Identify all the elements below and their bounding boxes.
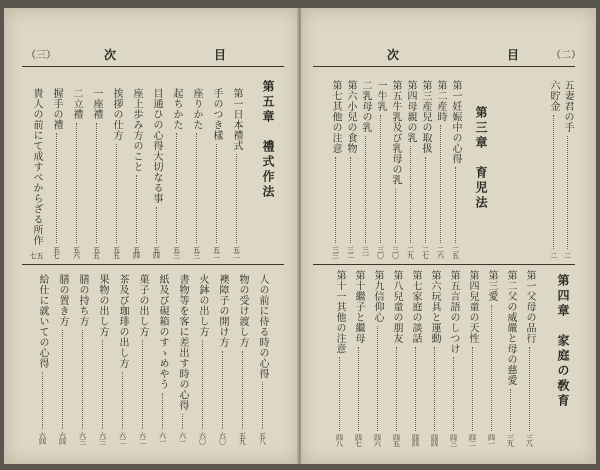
toc-entry xyxy=(116,274,128,444)
toc-leader-dots xyxy=(395,188,396,243)
toc-entry-label: 第六小兒の食物 xyxy=(345,80,356,154)
right-header-rule xyxy=(313,66,575,67)
toc-entry xyxy=(156,274,168,444)
toc-entry-label: 書物等を客に差出す時の心得 xyxy=(177,274,188,411)
toc-entry-label: 座上歩み方のこと xyxy=(131,88,142,172)
toc-entry xyxy=(110,88,122,258)
toc-leader-dots xyxy=(377,326,378,432)
toc-entry-page: 六一 xyxy=(178,432,187,444)
toc-leader-dots xyxy=(56,133,57,243)
right-header-char-2: 目 xyxy=(507,48,520,62)
toc-entry-page: 三〇 xyxy=(391,246,400,258)
toc-entry-label: 第五牛乳及び乳母の乳 xyxy=(390,80,401,185)
toc-entry xyxy=(389,80,401,258)
toc-entry-page: 四七 xyxy=(354,434,363,446)
toc-leader-dots xyxy=(472,347,473,432)
toc-leader-dots xyxy=(453,357,454,431)
toc-entry xyxy=(504,270,516,446)
toc-entry-label: 第三愛 xyxy=(486,270,497,302)
toc-leader-dots xyxy=(196,133,197,243)
toc-entry-label: 第一日本禮式 xyxy=(231,88,242,151)
toc-entry xyxy=(76,274,88,444)
toc-leader-dots xyxy=(553,115,554,250)
book-spread xyxy=(4,8,596,464)
toc-leader-dots xyxy=(42,372,43,430)
toc-leader-dots xyxy=(425,157,426,244)
toc-entry xyxy=(428,270,440,446)
toc-entry-label: 一牛乳 xyxy=(375,80,386,112)
toc-leader-dots xyxy=(358,347,359,432)
toc-entry-page: 五二 xyxy=(212,246,221,258)
toc-entry xyxy=(404,80,416,258)
toc-entry xyxy=(449,80,461,258)
toc-leader-dots xyxy=(76,123,77,244)
toc-entry xyxy=(434,80,446,258)
toc-leader-dots xyxy=(216,144,217,244)
toc-entry-page: 二九 xyxy=(406,246,415,258)
toc-entry-page: 四二 xyxy=(468,434,477,446)
toc-entry xyxy=(70,88,82,258)
toc-leader-dots xyxy=(365,136,366,244)
toc-entry-label: 第一父母の品行 xyxy=(524,270,535,344)
toc-entry-label: 茶及び珈琲の出し方 xyxy=(117,274,128,369)
toc-entry-label: 膳の持ち方 xyxy=(77,274,88,327)
toc-leader-dots xyxy=(567,136,568,250)
toc-entry xyxy=(136,274,148,444)
toc-entry-page: 六二 xyxy=(138,432,147,444)
toc-entry-page: 五四 xyxy=(152,246,161,258)
toc-entry-page: 四五 xyxy=(392,434,401,446)
toc-entry-label: 第一妊娠中の心得 xyxy=(450,80,461,164)
toc-leader-dots xyxy=(102,340,103,429)
toc-entry xyxy=(90,88,102,258)
toc-entry-page: 六三 xyxy=(78,432,87,444)
toc-entry-label: 物の受け渡し方 xyxy=(237,274,248,348)
toc-entry-label: 第十一其他の注意 xyxy=(334,270,345,354)
toc-entry-page: 六四 xyxy=(58,432,67,444)
toc-entry-page: 五四 xyxy=(132,246,141,258)
toc-entry xyxy=(150,88,162,258)
toc-entry-page: 三〇 xyxy=(376,246,385,258)
toc-entry-page: 六四 xyxy=(38,432,47,444)
toc-entry-label: 第八兒童の朋友 xyxy=(391,270,402,344)
toc-entry-label: 起ちかた xyxy=(171,88,182,130)
toc-leader-dots xyxy=(410,146,411,243)
toc-entry xyxy=(523,270,535,446)
toc-entry-label: 第二父の威嚴と母の慈愛 xyxy=(505,270,516,386)
toc-entry-label: 紙及び硯箱のすゝめやう xyxy=(157,274,168,390)
toc-entry-label: 果物の出し方 xyxy=(97,274,108,337)
toc-leader-dots xyxy=(440,125,441,243)
right-header-char-1: 次 xyxy=(387,48,400,62)
toc-entry xyxy=(409,270,421,446)
toc-entry xyxy=(176,274,188,444)
toc-entry-page: 六二 xyxy=(118,432,127,444)
toc-entry-label: 火鉢の出し方 xyxy=(197,274,208,337)
toc-entry-page: 三二 xyxy=(346,246,355,258)
right-page-number: （二） xyxy=(551,50,581,61)
toc-entry-label: 第四兒童の天性 xyxy=(467,270,478,344)
toc-entry-page: 六三 xyxy=(98,432,107,444)
toc-entry-page: 三九 xyxy=(506,434,515,446)
toc-entry-page: 四六 xyxy=(373,434,382,446)
toc-entry-page: 五六 xyxy=(72,246,81,258)
toc-entry-page: 五二 xyxy=(232,246,241,258)
toc-leader-dots xyxy=(434,347,435,432)
toc-entry-page: 四三 xyxy=(449,434,458,446)
toc-entry-page: 二七 xyxy=(421,246,430,258)
toc-entry-page: 六〇 xyxy=(198,432,207,444)
toc-entry xyxy=(390,270,402,446)
toc-leader-dots xyxy=(222,351,223,430)
toc-entry-page: 五五 xyxy=(112,246,121,258)
left-header-rule xyxy=(22,66,284,67)
toc-entry-label: 襖障子の開け方 xyxy=(217,274,228,348)
toc-entry-label: 六貯金 xyxy=(548,80,559,112)
toc-entry-label: 座りかた xyxy=(191,88,202,130)
toc-entry-label: 挨拶の仕方 xyxy=(111,88,122,141)
toc-leader-dots xyxy=(510,389,511,432)
toc-entry xyxy=(256,274,268,444)
toc-entry xyxy=(466,270,478,446)
toc-entry-label: 第二産時 xyxy=(435,80,446,122)
toc-entry-label: 一座禮 xyxy=(91,88,102,120)
toc-entry xyxy=(329,80,341,258)
toc-entry-label: 手のつき樣 xyxy=(211,88,222,141)
toc-leader-dots xyxy=(82,330,83,430)
toc-entry xyxy=(359,80,371,258)
toc-entry-page: 二 xyxy=(563,252,572,258)
toc-leader-dots xyxy=(142,340,143,429)
toc-entry xyxy=(50,88,62,258)
toc-leader-dots xyxy=(156,207,157,244)
toc-leader-dots xyxy=(202,340,203,429)
toc-entry-page: 六〇 xyxy=(218,432,227,444)
chapter5-title: 第五章 禮式作法 xyxy=(261,80,275,200)
toc-entry xyxy=(352,270,364,446)
toc-entry xyxy=(485,270,497,446)
toc-entry-page: 四八 xyxy=(335,434,344,446)
toc-leader-dots xyxy=(335,157,336,244)
right-page xyxy=(301,8,596,464)
toc-leader-dots xyxy=(350,157,351,244)
toc-entry-label: 第六玩具と運動 xyxy=(429,270,440,344)
toc-entry xyxy=(196,274,208,444)
left-page xyxy=(4,8,299,464)
toc-leader-dots xyxy=(182,414,183,430)
toc-entry-label: 握手の禮 xyxy=(51,88,62,130)
chapter3-title: 第三章 育児法 xyxy=(474,106,488,211)
toc-leader-dots xyxy=(162,393,163,430)
toc-entry-label: 給仕に就いての心得 xyxy=(37,274,48,369)
toc-entry-page: 二五 xyxy=(451,246,460,258)
right-mid-rule xyxy=(313,264,575,265)
toc-entry xyxy=(419,80,431,258)
toc-entry-page: 五三 xyxy=(192,246,201,258)
toc-leader-dots xyxy=(236,154,237,243)
toc-entry-label: 人の前に侍る時の心得 xyxy=(257,274,268,379)
toc-entry-label: 第七家庭の談話 xyxy=(410,270,421,344)
toc-leader-dots xyxy=(396,347,397,432)
toc-entry-label: 貴人の前にて成すべからざる所作 xyxy=(31,88,42,246)
toc-entry-label: 第十繼子と繼母 xyxy=(353,270,364,344)
toc-entry-label: 第七其他の注意 xyxy=(330,80,341,154)
toc-leader-dots xyxy=(62,330,63,430)
toc-entry-label: 第九信仰心 xyxy=(372,270,383,323)
toc-entry-label: 膳の置き方 xyxy=(57,274,68,327)
left-header-char-2: 目 xyxy=(214,48,227,62)
toc-entry-page: 四四 xyxy=(411,434,420,446)
toc-entry xyxy=(210,88,222,258)
toc-entry-label: 第四母親の乳 xyxy=(405,80,416,143)
toc-leader-dots xyxy=(491,305,492,432)
toc-entry xyxy=(374,80,386,258)
toc-entry xyxy=(344,80,356,258)
toc-leader-dots xyxy=(96,123,97,244)
toc-entry-label: 第五言語のしつけ xyxy=(448,270,459,354)
toc-entry-page: 六一 xyxy=(158,432,167,444)
toc-entry-page: 三一 xyxy=(361,246,370,258)
toc-leader-dots xyxy=(380,115,381,244)
toc-leader-dots xyxy=(242,351,243,430)
toc-entry xyxy=(30,88,42,258)
toc-entry xyxy=(371,270,383,446)
toc-entry-label: 二乳母の乳 xyxy=(360,80,371,133)
toc-entry-label: 第三産兒の取扱 xyxy=(420,80,431,154)
toc-leader-dots xyxy=(339,357,340,431)
toc-entry xyxy=(447,270,459,446)
toc-leader-dots xyxy=(176,133,177,243)
toc-entry-page: 五九 xyxy=(238,432,247,444)
toc-entry xyxy=(561,80,573,258)
toc-leader-dots xyxy=(455,167,456,243)
toc-entry-page: 三八 xyxy=(525,434,534,446)
toc-entry-label: 二立禮 xyxy=(71,88,82,120)
toc-entry-page: 五七 xyxy=(29,251,44,258)
toc-entry-page: 五三 xyxy=(172,246,181,258)
left-page-number: （三） xyxy=(26,50,56,61)
toc-entry xyxy=(236,274,248,444)
toc-entry-page: 二 xyxy=(549,252,558,258)
toc-entry-label: 菓子の出し方 xyxy=(137,274,148,337)
toc-entry-page: 五五 xyxy=(92,246,101,258)
toc-entry-label: 五妻君の手 xyxy=(562,80,573,133)
toc-leader-dots xyxy=(415,347,416,432)
toc-entry xyxy=(547,80,559,258)
toc-entry xyxy=(190,88,202,258)
toc-entry-page: 四一 xyxy=(487,434,496,446)
toc-entry xyxy=(56,274,68,444)
toc-entry-page: 四四 xyxy=(430,434,439,446)
toc-leader-dots xyxy=(136,175,137,243)
toc-entry xyxy=(230,88,242,258)
toc-leader-dots xyxy=(262,382,263,429)
toc-entry-page: 二六 xyxy=(436,246,445,258)
toc-leader-dots xyxy=(529,347,530,432)
toc-leader-dots xyxy=(122,372,123,430)
left-header-char-1: 次 xyxy=(104,48,117,62)
toc-leader-dots xyxy=(116,144,117,244)
toc-entry-label: 目通ひの心得大切なる事 xyxy=(151,88,162,204)
toc-entry xyxy=(216,274,228,444)
toc-entry xyxy=(130,88,142,258)
toc-entry xyxy=(36,274,48,444)
toc-entry-page: 五七 xyxy=(52,246,61,258)
chapter4-title: 第四章 家庭の敎育 xyxy=(556,274,570,409)
toc-entry xyxy=(333,270,345,446)
toc-entry-page: 三三 xyxy=(331,246,340,258)
left-mid-rule xyxy=(22,264,284,265)
toc-entry-page: 五八 xyxy=(258,432,267,444)
toc-entry xyxy=(170,88,182,258)
toc-entry xyxy=(96,274,108,444)
